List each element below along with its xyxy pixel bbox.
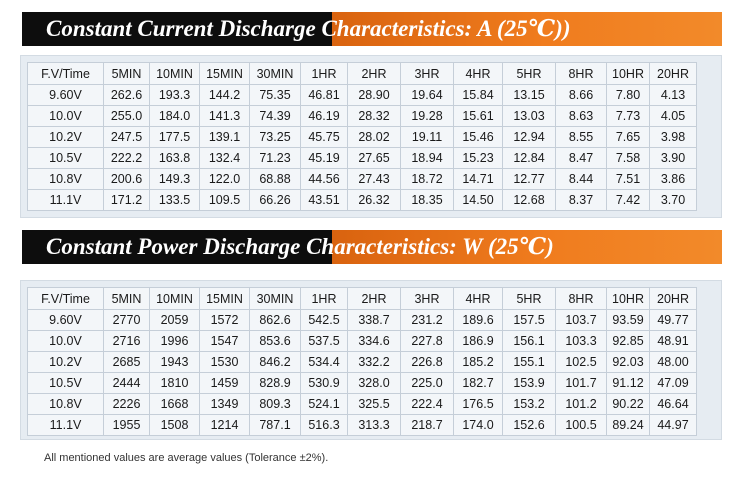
value-cell: 4.13 — [650, 85, 697, 106]
value-cell: 218.7 — [401, 415, 454, 436]
value-cell: 231.2 — [401, 310, 454, 331]
column-header: 2HR — [348, 288, 401, 310]
value-cell: 2770 — [104, 310, 150, 331]
value-cell: 141.3 — [200, 106, 250, 127]
value-cell: 189.6 — [454, 310, 503, 331]
column-header: 1HR — [301, 63, 348, 85]
value-cell: 49.77 — [650, 310, 697, 331]
voltage-cell: 9.60V — [28, 85, 104, 106]
value-cell: 186.9 — [454, 331, 503, 352]
column-header: 3HR — [401, 288, 454, 310]
value-cell: 1547 — [200, 331, 250, 352]
table-row — [28, 331, 697, 352]
value-cell: 787.1 — [250, 415, 301, 436]
value-cell: 13.03 — [503, 106, 556, 127]
value-cell: 1508 — [150, 415, 200, 436]
voltage-cell: 10.8V — [28, 394, 104, 415]
power-discharge-table — [27, 287, 697, 436]
value-cell: 100.5 — [556, 415, 607, 436]
value-cell: 1349 — [200, 394, 250, 415]
value-cell: 174.0 — [454, 415, 503, 436]
value-cell: 524.1 — [301, 394, 348, 415]
value-cell: 155.1 — [503, 352, 556, 373]
value-cell: 828.9 — [250, 373, 301, 394]
value-cell: 2685 — [104, 352, 150, 373]
value-cell: 163.8 — [150, 148, 200, 169]
value-cell: 15.84 — [454, 85, 503, 106]
value-cell: 71.23 — [250, 148, 301, 169]
value-cell: 227.8 — [401, 331, 454, 352]
value-cell: 853.6 — [250, 331, 301, 352]
value-cell: 48.00 — [650, 352, 697, 373]
value-cell: 185.2 — [454, 352, 503, 373]
value-cell: 200.6 — [104, 169, 150, 190]
value-cell: 7.65 — [607, 127, 650, 148]
value-cell: 1214 — [200, 415, 250, 436]
column-header: 2HR — [348, 63, 401, 85]
value-cell: 3.86 — [650, 169, 697, 190]
column-header: 30MIN — [250, 288, 301, 310]
value-cell: 89.24 — [607, 415, 650, 436]
value-cell: 3.70 — [650, 190, 697, 211]
value-cell: 102.5 — [556, 352, 607, 373]
column-header: F.V/Time — [28, 63, 104, 85]
value-cell: 1955 — [104, 415, 150, 436]
value-cell: 809.3 — [250, 394, 301, 415]
value-cell: 222.2 — [104, 148, 150, 169]
value-cell: 530.9 — [301, 373, 348, 394]
value-cell: 1943 — [150, 352, 200, 373]
column-header: 4HR — [454, 288, 503, 310]
table-row — [28, 190, 697, 211]
voltage-cell: 11.1V — [28, 415, 104, 436]
column-header: 30MIN — [250, 63, 301, 85]
value-cell: 7.58 — [607, 148, 650, 169]
value-cell: 152.6 — [503, 415, 556, 436]
value-cell: 14.50 — [454, 190, 503, 211]
column-header: 1HR — [301, 288, 348, 310]
value-cell: 46.64 — [650, 394, 697, 415]
value-cell: 144.2 — [200, 85, 250, 106]
value-cell: 12.84 — [503, 148, 556, 169]
value-cell: 43.51 — [301, 190, 348, 211]
value-cell: 91.12 — [607, 373, 650, 394]
voltage-cell: 10.0V — [28, 331, 104, 352]
value-cell: 18.72 — [401, 169, 454, 190]
column-header: 10HR — [607, 63, 650, 85]
value-cell: 19.64 — [401, 85, 454, 106]
current-discharge-title: Constant Current Discharge Characteristics: A (25℃)) — [46, 16, 571, 41]
value-cell: 93.59 — [607, 310, 650, 331]
value-cell: 45.19 — [301, 148, 348, 169]
column-header: 20HR — [650, 288, 697, 310]
power-discharge-title: Constant Power Discharge Characteristics: W (25℃) — [46, 234, 554, 259]
value-cell: 7.80 — [607, 85, 650, 106]
current-discharge-table-panel — [20, 55, 722, 218]
value-cell: 325.5 — [348, 394, 401, 415]
value-cell: 44.97 — [650, 415, 697, 436]
column-header: 8HR — [556, 288, 607, 310]
column-header: 20HR — [650, 63, 697, 85]
value-cell: 103.7 — [556, 310, 607, 331]
value-cell: 334.6 — [348, 331, 401, 352]
value-cell: 46.19 — [301, 106, 348, 127]
value-cell: 516.3 — [301, 415, 348, 436]
value-cell: 7.51 — [607, 169, 650, 190]
table-header-row — [28, 63, 697, 85]
column-header: 10HR — [607, 288, 650, 310]
value-cell: 247.5 — [104, 127, 150, 148]
value-cell: 15.61 — [454, 106, 503, 127]
value-cell: 225.0 — [401, 373, 454, 394]
value-cell: 27.65 — [348, 148, 401, 169]
value-cell: 153.2 — [503, 394, 556, 415]
value-cell: 226.8 — [401, 352, 454, 373]
value-cell: 13.15 — [503, 85, 556, 106]
value-cell: 103.3 — [556, 331, 607, 352]
column-header: 15MIN — [200, 288, 250, 310]
value-cell: 133.5 — [150, 190, 200, 211]
value-cell: 4.05 — [650, 106, 697, 127]
value-cell: 262.6 — [104, 85, 150, 106]
value-cell: 2226 — [104, 394, 150, 415]
voltage-cell: 11.1V — [28, 190, 104, 211]
voltage-cell: 10.5V — [28, 148, 104, 169]
value-cell: 542.5 — [301, 310, 348, 331]
value-cell: 75.35 — [250, 85, 301, 106]
value-cell: 8.37 — [556, 190, 607, 211]
table-row — [28, 106, 697, 127]
column-header: 5MIN — [104, 63, 150, 85]
voltage-cell: 10.2V — [28, 352, 104, 373]
value-cell: 846.2 — [250, 352, 301, 373]
table-row — [28, 415, 697, 436]
value-cell: 109.5 — [200, 190, 250, 211]
column-header: F.V/Time — [28, 288, 104, 310]
value-cell: 45.75 — [301, 127, 348, 148]
value-cell: 2716 — [104, 331, 150, 352]
tolerance-footnote: All mentioned values are average values (Tolerance ±2%). — [44, 452, 329, 464]
column-header: 5HR — [503, 288, 556, 310]
value-cell: 19.28 — [401, 106, 454, 127]
table-row — [28, 394, 697, 415]
value-cell: 862.6 — [250, 310, 301, 331]
value-cell: 8.55 — [556, 127, 607, 148]
column-header: 4HR — [454, 63, 503, 85]
value-cell: 28.90 — [348, 85, 401, 106]
value-cell: 101.2 — [556, 394, 607, 415]
value-cell: 1572 — [200, 310, 250, 331]
value-cell: 3.90 — [650, 148, 697, 169]
value-cell: 176.5 — [454, 394, 503, 415]
value-cell: 66.26 — [250, 190, 301, 211]
table-row — [28, 148, 697, 169]
value-cell: 255.0 — [104, 106, 150, 127]
value-cell: 27.43 — [348, 169, 401, 190]
value-cell: 15.46 — [454, 127, 503, 148]
value-cell: 12.94 — [503, 127, 556, 148]
value-cell: 132.4 — [200, 148, 250, 169]
value-cell: 153.9 — [503, 373, 556, 394]
value-cell: 1810 — [150, 373, 200, 394]
value-cell: 47.09 — [650, 373, 697, 394]
value-cell: 313.3 — [348, 415, 401, 436]
value-cell: 73.25 — [250, 127, 301, 148]
value-cell: 1530 — [200, 352, 250, 373]
column-header: 15MIN — [200, 63, 250, 85]
value-cell: 122.0 — [200, 169, 250, 190]
voltage-cell: 10.8V — [28, 169, 104, 190]
current-discharge-banner — [22, 12, 722, 46]
value-cell: 7.73 — [607, 106, 650, 127]
value-cell: 537.5 — [301, 331, 348, 352]
value-cell: 74.39 — [250, 106, 301, 127]
value-cell: 68.88 — [250, 169, 301, 190]
value-cell: 12.77 — [503, 169, 556, 190]
value-cell: 1668 — [150, 394, 200, 415]
value-cell: 48.91 — [650, 331, 697, 352]
value-cell: 18.94 — [401, 148, 454, 169]
value-cell: 14.71 — [454, 169, 503, 190]
value-cell: 92.03 — [607, 352, 650, 373]
value-cell: 7.42 — [607, 190, 650, 211]
power-discharge-banner — [22, 230, 722, 264]
value-cell: 28.02 — [348, 127, 401, 148]
value-cell: 171.2 — [104, 190, 150, 211]
value-cell: 19.11 — [401, 127, 454, 148]
voltage-cell: 10.5V — [28, 373, 104, 394]
value-cell: 90.22 — [607, 394, 650, 415]
value-cell: 8.63 — [556, 106, 607, 127]
value-cell: 92.85 — [607, 331, 650, 352]
column-header: 10MIN — [150, 288, 200, 310]
value-cell: 332.2 — [348, 352, 401, 373]
value-cell: 338.7 — [348, 310, 401, 331]
column-header: 5HR — [503, 63, 556, 85]
value-cell: 8.44 — [556, 169, 607, 190]
column-header: 3HR — [401, 63, 454, 85]
value-cell: 184.0 — [150, 106, 200, 127]
column-header: 5MIN — [104, 288, 150, 310]
value-cell: 101.7 — [556, 373, 607, 394]
value-cell: 28.32 — [348, 106, 401, 127]
table-header-row — [28, 288, 697, 310]
value-cell: 18.35 — [401, 190, 454, 211]
value-cell: 2444 — [104, 373, 150, 394]
value-cell: 46.81 — [301, 85, 348, 106]
current-discharge-table — [27, 62, 697, 211]
table-row — [28, 169, 697, 190]
value-cell: 44.56 — [301, 169, 348, 190]
column-header: 10MIN — [150, 63, 200, 85]
table-row — [28, 310, 697, 331]
table-row — [28, 373, 697, 394]
value-cell: 177.5 — [150, 127, 200, 148]
column-header: 8HR — [556, 63, 607, 85]
value-cell: 1459 — [200, 373, 250, 394]
table-row — [28, 127, 697, 148]
value-cell: 193.3 — [150, 85, 200, 106]
value-cell: 8.47 — [556, 148, 607, 169]
table-row — [28, 85, 697, 106]
value-cell: 3.98 — [650, 127, 697, 148]
value-cell: 149.3 — [150, 169, 200, 190]
table-row — [28, 352, 697, 373]
value-cell: 139.1 — [200, 127, 250, 148]
value-cell: 328.0 — [348, 373, 401, 394]
voltage-cell: 9.60V — [28, 310, 104, 331]
power-discharge-table-panel — [20, 280, 722, 440]
voltage-cell: 10.2V — [28, 127, 104, 148]
value-cell: 15.23 — [454, 148, 503, 169]
value-cell: 157.5 — [503, 310, 556, 331]
voltage-cell: 10.0V — [28, 106, 104, 127]
value-cell: 156.1 — [503, 331, 556, 352]
value-cell: 2059 — [150, 310, 200, 331]
value-cell: 534.4 — [301, 352, 348, 373]
value-cell: 26.32 — [348, 190, 401, 211]
value-cell: 1996 — [150, 331, 200, 352]
value-cell: 8.66 — [556, 85, 607, 106]
value-cell: 12.68 — [503, 190, 556, 211]
value-cell: 182.7 — [454, 373, 503, 394]
value-cell: 222.4 — [401, 394, 454, 415]
